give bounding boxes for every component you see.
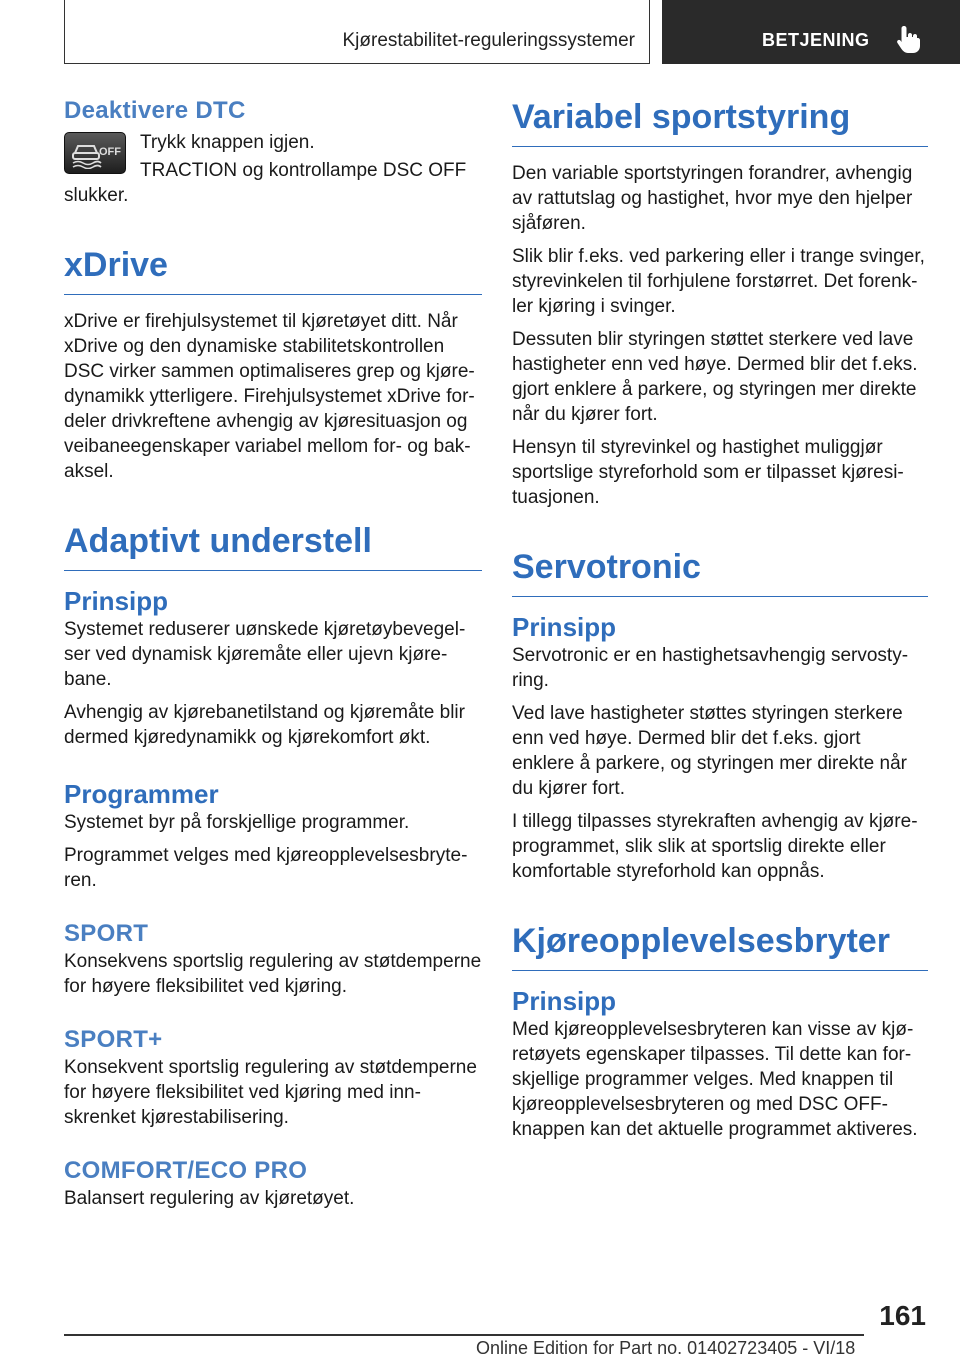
sport-description: Konsekvens sportslig regulering av støtdemperne for høyere fleksibilitet ved kjøring. (64, 951, 482, 997)
right-column (512, 96, 928, 1150)
heading-servotronic-principle: Prinsipp (512, 612, 617, 642)
variable-p4: Hensyn til styrevinkel og hastighet muliggjør sportslige styreforhold som er tilpasset kjøresituasjonen. (512, 437, 904, 508)
header-chapter-title: BETJENING (762, 30, 870, 50)
heading-driving-experience-switch: Kjøreopplevelsesbryter (512, 920, 928, 971)
xdrive-description: xDrive er firehjulsystemet til kjøretøyet ditt. Når xDrive og den dynamiske stabilitetskontrollen DSC virker sammen optimaliseres grep og kjøredynamikk ytterligere. Firehjulsystemet xDrive fordeler drivkreftene avhengig av kjøresituasjon og veibaneegenskaper variabel mellom for- og bakaksel. (64, 311, 475, 482)
heading-principle: Prinsipp (64, 586, 169, 616)
programs-p2: Programmet velges med kjøreopplevelsesbryteren. (64, 845, 468, 891)
hand-pointer-icon (896, 24, 922, 54)
programs-p1: Systemet byr på forskjellige programmer. (64, 812, 410, 833)
heading-comfort-eco-pro: COMFORT/ECO PRO (64, 1157, 308, 1184)
variable-p1: Den variable sportstyringen forandrer, avhengig av rattutslag og hastighet, hvor mye den hjelper sjåføren. (512, 163, 913, 234)
adaptive-principle-p2: Avhengig av kjørebanetilstand og kjøremåte blir dermed kjøredynamikk og kjørekomfort økt. (64, 702, 465, 748)
heading-programs: Programmer (64, 779, 219, 809)
dtc-result: TRACTION og kontrollampe DSC OFF slukker. (64, 160, 467, 206)
servotronic-p2: Ved lave hastigheter støttes styringen sterkere enn ved høye. Dermed blir det f.eks. gjort enklere å parkere, og styringen mer direkte når du kjører fort. (512, 703, 907, 799)
dtc-instruction: Trykk knappen igjen. (140, 132, 315, 153)
comfort-description: Balansert regulering av kjøretøyet. (64, 1188, 355, 1209)
variable-p3: Dessuten blir styringen støttet sterkere ved lave hastigheter enn ved høye. Dermed blir det f.eks. gjort enklere å parkere, og styringen mer direkte når du kjører fort. (512, 329, 918, 425)
heading-switch-principle: Prinsipp (512, 986, 617, 1016)
heading-variable-sport-steering: Variabel sportstyring (512, 96, 928, 147)
heading-deactivate-dtc: Deaktivere DTC (64, 97, 246, 124)
adaptive-principle-p1: Systemet reduserer uønskede kjøretøybevegelser ved dynamisk kjøremåte eller ujevn kjørebane. (64, 619, 466, 690)
heading-xdrive: xDrive (64, 244, 482, 295)
heading-servotronic: Servotronic (512, 546, 928, 597)
servotronic-p3: I tillegg tilpasses styrekraften avhengig av kjøreprogrammet, slik slik at sportslig direkte eller komfortable styreforhold kan oppnås. (512, 811, 918, 882)
header-section-title: Kjørestabilitet-reguleringssystemer (342, 30, 635, 51)
switch-p1: Med kjøreopplevelsesbryteren kan visse av kjøretøyets egenskaper tilpasses. Til dette kan forskjellige programmer velges. Med knappen til kjøreopplevelsesbryteren og med DSC OFF-knappen kan det aktuelle programmet aktiveres. (512, 1019, 918, 1140)
dsc-off-label: OFF (99, 146, 121, 158)
header-section-box (64, 0, 650, 64)
heading-sport-plus: SPORT+ (64, 1026, 163, 1053)
page-number: 161 (879, 1300, 926, 1331)
sport-plus-description: Konsekvent sportslig regulering av støtdemperne for høyere fleksibilitet ved kjøring med innskrenket kjørestabilisering. (64, 1057, 477, 1128)
left-column (64, 96, 482, 1219)
footer-edition: Online Edition for Part no. 01402723405 - VI/18 (476, 1338, 856, 1358)
servotronic-p1: Servotronic er en hastighetsavhengig servostyring. (512, 645, 909, 691)
heading-sport: SPORT (64, 920, 149, 947)
dsc-off-button-icon (64, 132, 126, 174)
variable-p2: Slik blir f.eks. ved parkering eller i trange svinger, styrevinkelen til forhjulene forstørret. Det forenkler kjøring i svinger. (512, 246, 925, 317)
footer-divider (64, 1334, 864, 1336)
heading-adaptive-suspension: Adaptivt understell (64, 520, 482, 571)
